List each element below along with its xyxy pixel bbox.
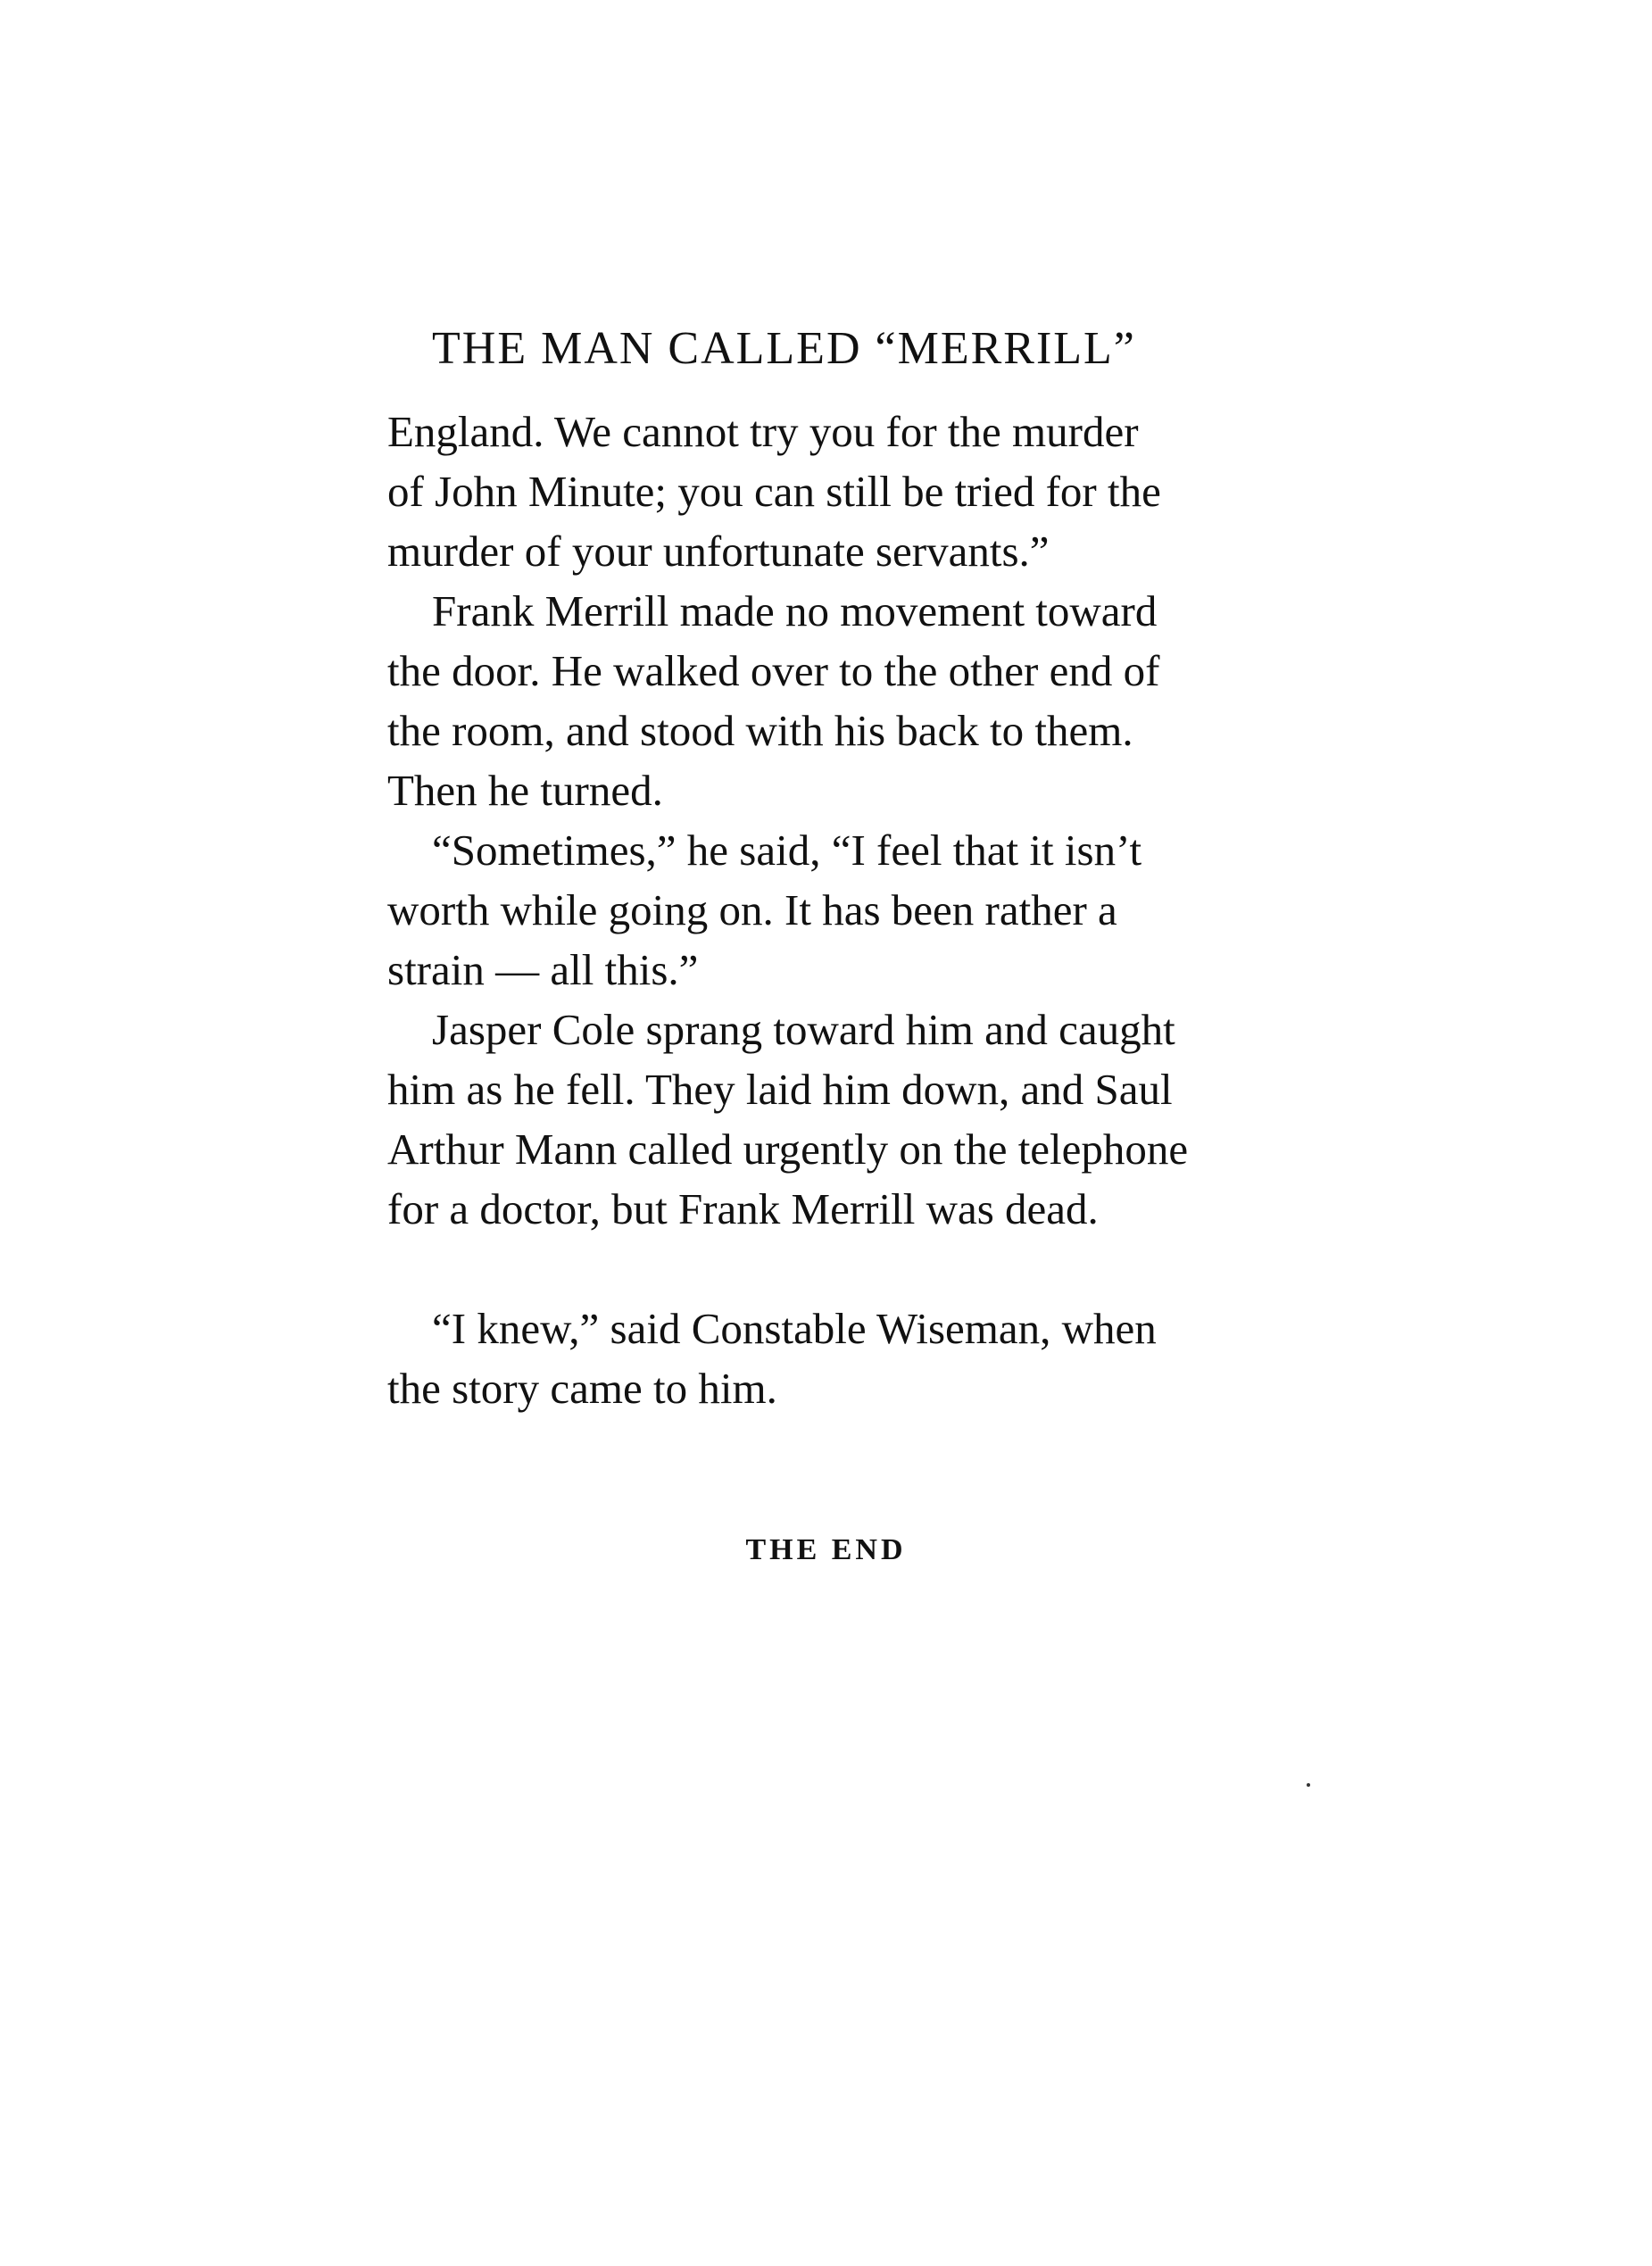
paragraph: “I knew,” said Constable Wiseman, when the story came to him. — [387, 1304, 1157, 1413]
paragraph: England. We cannot try you for the murder of John Minute; you can still be tried for the murder of your unfortunate servants.” — [387, 407, 1161, 576]
scan-speck — [1307, 1783, 1310, 1787]
body-text — [387, 402, 1280, 1418]
paragraph: Frank Merrill made no movement toward the door. He walked over to the other end of the room, and stood with his back to them. Then he turned. — [387, 586, 1160, 815]
paragraph: “Sometimes,” he said, “I feel that it isn’t worth while going on. It has been rather a strain — all this.” — [387, 826, 1142, 994]
running-head: THE MAN CALLED “MERRILL” — [432, 323, 1136, 374]
the-end-heading: THE END — [745, 1533, 907, 1566]
paragraph: Jasper Cole sprang toward him and caught him as he fell. They laid him down, and Saul Arthur Mann called urgently on the telephone for a doctor, but Frank Merrill was dead. — [387, 1005, 1189, 1233]
